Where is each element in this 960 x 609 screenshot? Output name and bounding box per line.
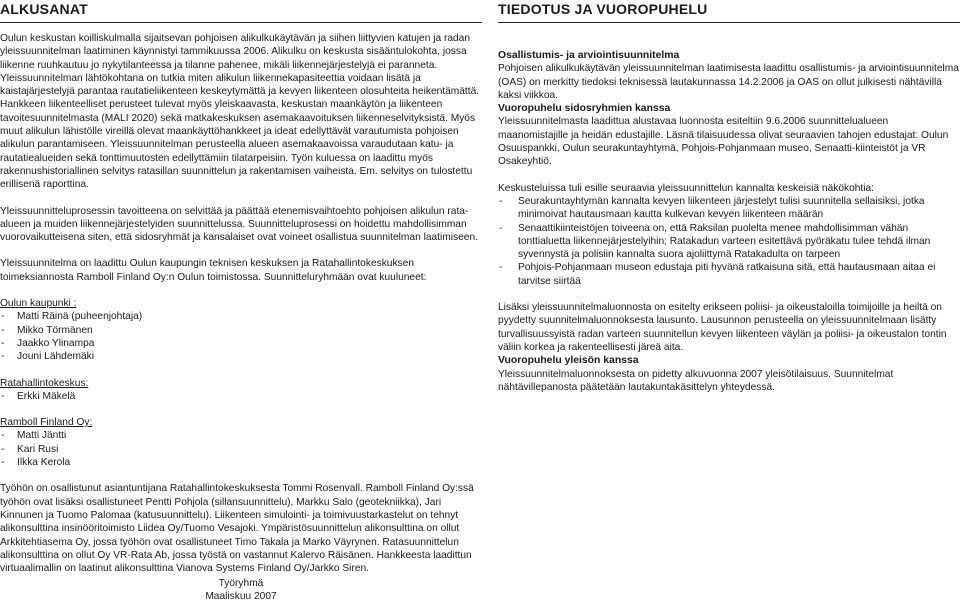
foreword-paragraph-3: Yleissuunnitelma on laadittu Oulun kaupungin teknisen keskuksen ja Ratahallintokeskuksen toimeksiannosta Ramboll Finland Oy:n Oulun toimistossa. Suunnitteluryhmään ovat kuuluneet: <box>0 258 427 283</box>
group-title-ramboll: Ramboll Finland Oy: <box>0 417 93 429</box>
section-text-public: Yleissuunnitelmaluonnoksesta on pidetty alkuvuonna 2007 yleisötilaisuus. Suunnitelmat nähtävillepanosta päätetään lautakuntakäsittelyn yhteydessä. <box>498 368 894 393</box>
foreword-column <box>0 0 482 575</box>
group-member: - Mikko Törmänen <box>0 324 482 337</box>
group-member: - Kari Rusi <box>0 443 482 456</box>
group-list-ramboll <box>0 429 482 469</box>
section-title-public: Vuoropuhelu yleisön kanssa <box>498 355 639 367</box>
group-member: - Matti Jäntti <box>0 429 482 442</box>
group-member: - Matti Räinä (puheenjohtaja) <box>0 310 482 323</box>
foreword-heading: ALKUSANAT <box>0 0 482 23</box>
signature-block <box>0 578 482 603</box>
group-member: - Jouni Lähdemäki <box>0 350 482 363</box>
signature-workgroup: Työryhmä <box>218 578 264 589</box>
section-title-stakeholders: Vuoropuhelu sidosryhmien kanssa <box>498 103 671 115</box>
section-text-remarks-after: Lisäksi yleissuunnitelmaluonnosta on esitelty erikseen poliisi- ja oikeustaloilla toimijoille ja heiltä on pyydetty suunnitelmaluonnoksesta lausunto. Lausunnon perusteella on yleissuunnitelmaan lisätty turvallisuussyistä radan varteen suunnitellun kevyen liikenteen väylän ja poliisi- ja oikeustalon tontin väliin korkea ja rakenteellisesti järeä aita. <box>498 302 947 353</box>
section-text-remarks-intro: Keskusteluissa tuli esille seuraavia yleissuunnittelun kannalta keskeisiä näkökohtia: <box>498 182 875 194</box>
communication-column <box>498 0 960 394</box>
group-list-oulun-kaupunki <box>0 310 482 363</box>
section-title-oas: Osallistumis- ja arviointisuunnitelma <box>498 50 680 61</box>
foreword-paragraph-1: Oulun keskustan koilliskulmalla sijaitsevan pohjoisen alikulkukäytävän ja siihen liittyvien katujen ja radan yleissuunnitelman laatiminen käynnistyi tammikuussa 2006. Alikulku on keskusta sisääntulokohta, jossa liikenne ruuhkautuu jo nykytilanteessa ja tilanne pahenee, mikäli liikennejärjestelyjä ei paranneta. Yleissuunnitelman lähtökohtana on tutkia miten alikulun liikennekapasiteettia voidaan lisätä ja kaistajärjestelyjä parantaa rautatieliikenteen keskeytymättä ja kevyen liikenteen olosuhteita heikentämättä. Hankkeen liikenteelliset perusteet tulevat myös yleiskaavasta, keskustan maankäytön ja liikenteen tavoitesuunnitelmasta (MALI 2020) sekä matkakeskuksen asemakaavoituksen liikenneselvityksistä. Myös muut alikulun lähistölle vireillä olevat maankäyttöhankkeet ja ideat edellyttävät varautumista pohjoisen alikulun parantamiseen. Yleissuunnitelman perusteella alueen asemakaavoissa varaudutaan katu- ja rautatiealueiden sekä tonttimuutosten edellyttämiin tilatarpeisiin. Työn kuluessa on laadittu myös rakennushistoriallinen selvitys ratasillan suunnittelun ja rakentamisen vaiheista. Em. selvitys on tulostettu erillisenä raporttina. <box>0 33 480 191</box>
section-text-stakeholders: Yleissuunnitelmasta laadittua alustavaa luonnosta esiteltiin 9.6.2006 suunnittelualueen maanomistajille ja heidän edustajille. Läsnä tilaisuudessa olivat seuraavien tahojen edustajat: Oulun Osuuspankki, Oulun seurakuntayhtymä, Pohjois-Pohjanmaan museo, Senaatti-kiinteistöt ja VR Osakeyhtiö. <box>498 116 949 168</box>
group-list-ratahallintokeskus <box>0 390 482 403</box>
remark-item: - Seurakuntayhtymän kannalta kevyen liikenteen järjestelyt tulisi suunnitella sellaisiksi, jotka minimoivat hautausmaan kautta kulkevan kevyen liikenteen määrän <box>498 195 960 222</box>
foreword-paragraph-2: Yleissuunnitteluprosessin tavoitteena on selvittää ja päättää etenemisvaihtoehto pohjoisen alikulun rata-alueen ja muiden liikennejärjestelyiden suunnittelussa. Suunnitteluprosessi on hoidettu mahdollisimman vuorovaikutteisena siten, että sidosryhmät ja kansalaiset ovat voineet osallistua suunnitelman laatimiseen. <box>0 205 478 244</box>
remark-item: - Senaattikiinteistöjen toiveena on, että Raksilan puolelta menee mahdollisimman vähän tonttialuetta liikennejärjestelyihin; Ratakadun varteen esitettävä pyöräkatu tulee tehdä ilman syvennystä ja polisiin kannalta suora ajoliittymä Ratakadulta on tarpeen <box>498 222 960 262</box>
signature-date: Maaliskuu 2007 <box>205 590 277 602</box>
group-title-ratahallintokeskus: Ratahallintokeskus: <box>0 377 89 389</box>
group-member: - Erkki Mäkelä <box>0 390 482 403</box>
group-member: - Ilkka Kerola <box>0 456 482 469</box>
remark-item: - Pohjois-Pohjanmaan museon edustaja piti hyvänä ratkaisuna sitä, että hautausmaan aitaa ei tarvitse siirtää <box>498 261 960 288</box>
section-text-oas: Pohjoisen alikulkukäytävän yleissuunnitelman laatimisesta laadittu osallistumis- ja arviointisuunnitelma (OAS) on merkitty tiedoksi teknisessä lautakunnassa 14.2.2006 ja OAS on ollut julkisesti nähtävillä kaksi viikkoa. <box>498 63 959 101</box>
remarks-list <box>498 195 960 288</box>
group-member: - Jaakko Ylinampa <box>0 337 482 350</box>
group-title-oulun-kaupunki: Oulun kaupunki : <box>0 298 77 310</box>
communication-heading: TIEDOTUS JA VUOROPUHELU <box>498 0 960 23</box>
foreword-paragraph-4: Työhön on osallistunut asiantuntijana Ratahallintokeskuksesta Tommi Rosenvall. Ramboll Finland Oy:ssä työhön ovat lisäksi osallistuneet Pentti Pohjola (sillansuunnittelu), Markku Salo (geotekniikka), Jari Kinnunen ja Tuomo Palomaa (katusuunnittelu). Liikenteen simulointi- ja toimivuustarkastelut on tehnyt alikonsulttina insinööritoimisto Liidea Oy/Tuomo Vesajoki. Ympäristösuunnittelun alikonsulttina on ollut Arkkitehtiasema Oy, jossa työhön ovat osallistuneet Timo Takala ja Marko Väyrynen. Ratasuunnittelun alikonsulttina on ollut Oy VR-Rata Ab, jossa työstä on vastannut Kalervo Räisänen. Hankkeesta laadittun virtuaalimallin on laatinut alikonsulttina Vianova Systems Finland Oy/Jarkko Siren. <box>0 483 474 575</box>
